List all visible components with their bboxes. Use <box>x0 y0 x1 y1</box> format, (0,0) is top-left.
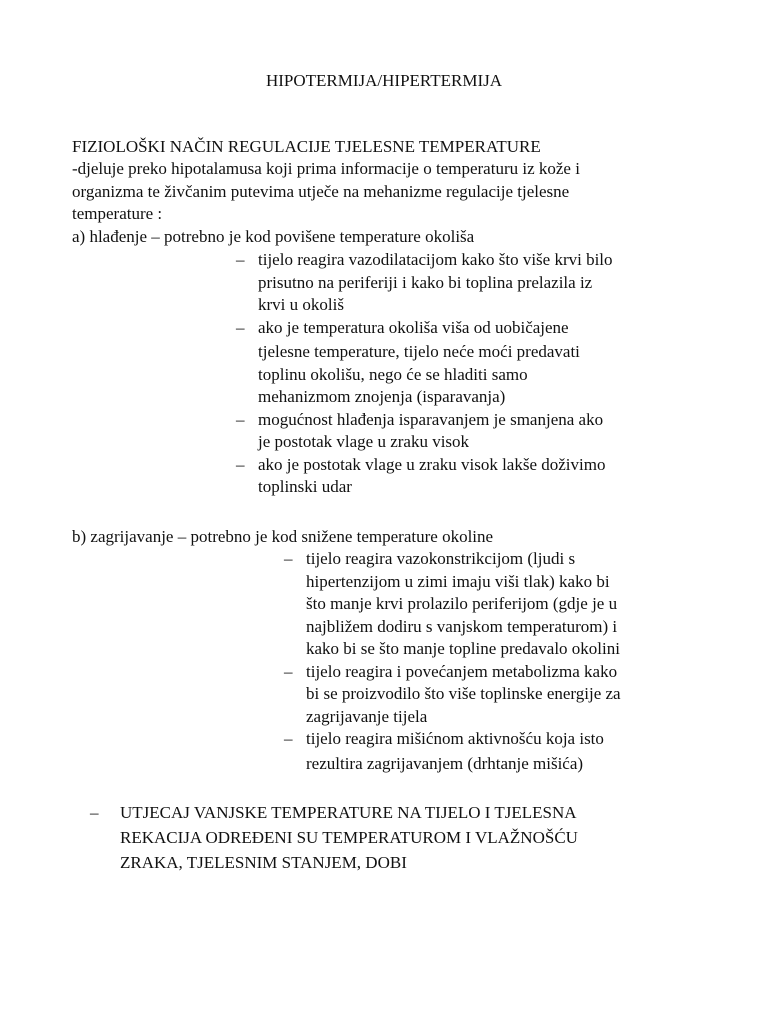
intro-line: organizma te živčanim putevima utječe na mehanizme regulacije tjelesne <box>72 181 570 201</box>
list-item <box>284 728 621 775</box>
list-item-line: toplinu okolišu, nego će se hladiti samo <box>258 364 528 384</box>
list-item-line: tijelo reagira vazokonstrikcijom (ljudi s <box>306 549 576 568</box>
list-item-line: najbližem dodiru s vanjskom temperaturom) i <box>306 616 618 636</box>
dash-bullet: – <box>236 250 245 269</box>
list-item-line: mogućnost hlađenja isparavanjem je smanjena ako <box>258 409 604 429</box>
list-item <box>236 409 613 454</box>
section-b-label: b) zagrijavanje – potrebno je kod snižene temperature okoline <box>72 527 494 546</box>
intro-paragraph <box>72 158 732 226</box>
conclusion-line: UTJECAJ VANJSKE TEMPERATURE NA TIJELO I TJELESNA <box>120 803 577 822</box>
list-item-line: prisutno na periferiji i kako bi toplina prelazila iz <box>258 272 593 292</box>
list-item-line: bi se proizvodilo što više toplinske energije za <box>306 684 621 703</box>
dash-bullet: – <box>236 317 245 337</box>
dash-bullet: – <box>284 661 293 681</box>
conclusion-line: ZRAKA, TJELESNIM STANJEM, DOBI <box>120 853 407 872</box>
section-a-label: a) hlađenje – potrebno je kod povišene temperature okoliša <box>72 227 475 246</box>
cooling-list <box>236 249 613 499</box>
list-item <box>284 661 621 729</box>
dash-bullet: – <box>284 549 293 568</box>
dash-bullet: – <box>236 454 245 474</box>
list-item-line: mehanizmom znojenja (isparavanja) <box>258 387 506 406</box>
list-item <box>284 548 621 661</box>
intro-line: temperature : <box>72 204 163 223</box>
list-item-line: što manje krvi prolazilo periferijom (gdje je u <box>306 594 618 613</box>
list-item-line: toplinski udar <box>258 477 352 496</box>
list-item-line: ako je temperatura okoliša viša od uobičajene <box>258 317 569 337</box>
list-item-line: rezultira zagrijavanjem (drhtanje mišića) <box>306 753 584 773</box>
section-heading: FIZIOLOŠKI NAČIN REGULACIJE TJELESNE TEMPERATURE <box>72 137 541 156</box>
list-item-line: tijelo reagira mišićnom aktivnošću koja isto <box>306 729 604 748</box>
conclusion-text <box>120 800 578 875</box>
conclusion-line: REKACIJA ODREĐENI SU TEMPERATUROM I VLAŽNOŠĆU <box>120 828 578 847</box>
list-item <box>236 454 613 499</box>
list-item-line: tijelo reagira i povećanjem metabolizma kako <box>306 661 618 681</box>
list-item-line: kako bi se što manje topline predavalo okolini <box>306 639 620 658</box>
list-item-line: hipertenzijom u zimi imaju viši tlak) kako bi <box>306 571 610 591</box>
list-item-line: zagrijavanje tijela <box>306 706 428 726</box>
document-title: HIPOTERMIJA/HIPERTERMIJA <box>265 71 503 90</box>
intro-line: -djeluje preko hipotalamusa koji prima informacije o temperaturu iz kože i <box>72 159 580 178</box>
dash-bullet: – <box>236 409 245 429</box>
list-item-line: tjelesne temperature, tijelo neće moći predavati <box>258 342 580 361</box>
list-item-line: ako je postotak vlage u zraku visok lakše doživimo <box>258 454 606 474</box>
dash-bullet: – <box>284 729 293 748</box>
list-item <box>236 249 613 317</box>
dash-bullet: – <box>90 803 99 822</box>
list-item-line: je postotak vlage u zraku visok <box>258 432 470 451</box>
warming-list <box>284 548 621 775</box>
list-item <box>236 317 613 409</box>
list-item-line: tijelo reagira vazodilatacijom kako što više krvi bilo <box>258 250 613 269</box>
list-item-line: krvi u okoliš <box>258 295 344 314</box>
